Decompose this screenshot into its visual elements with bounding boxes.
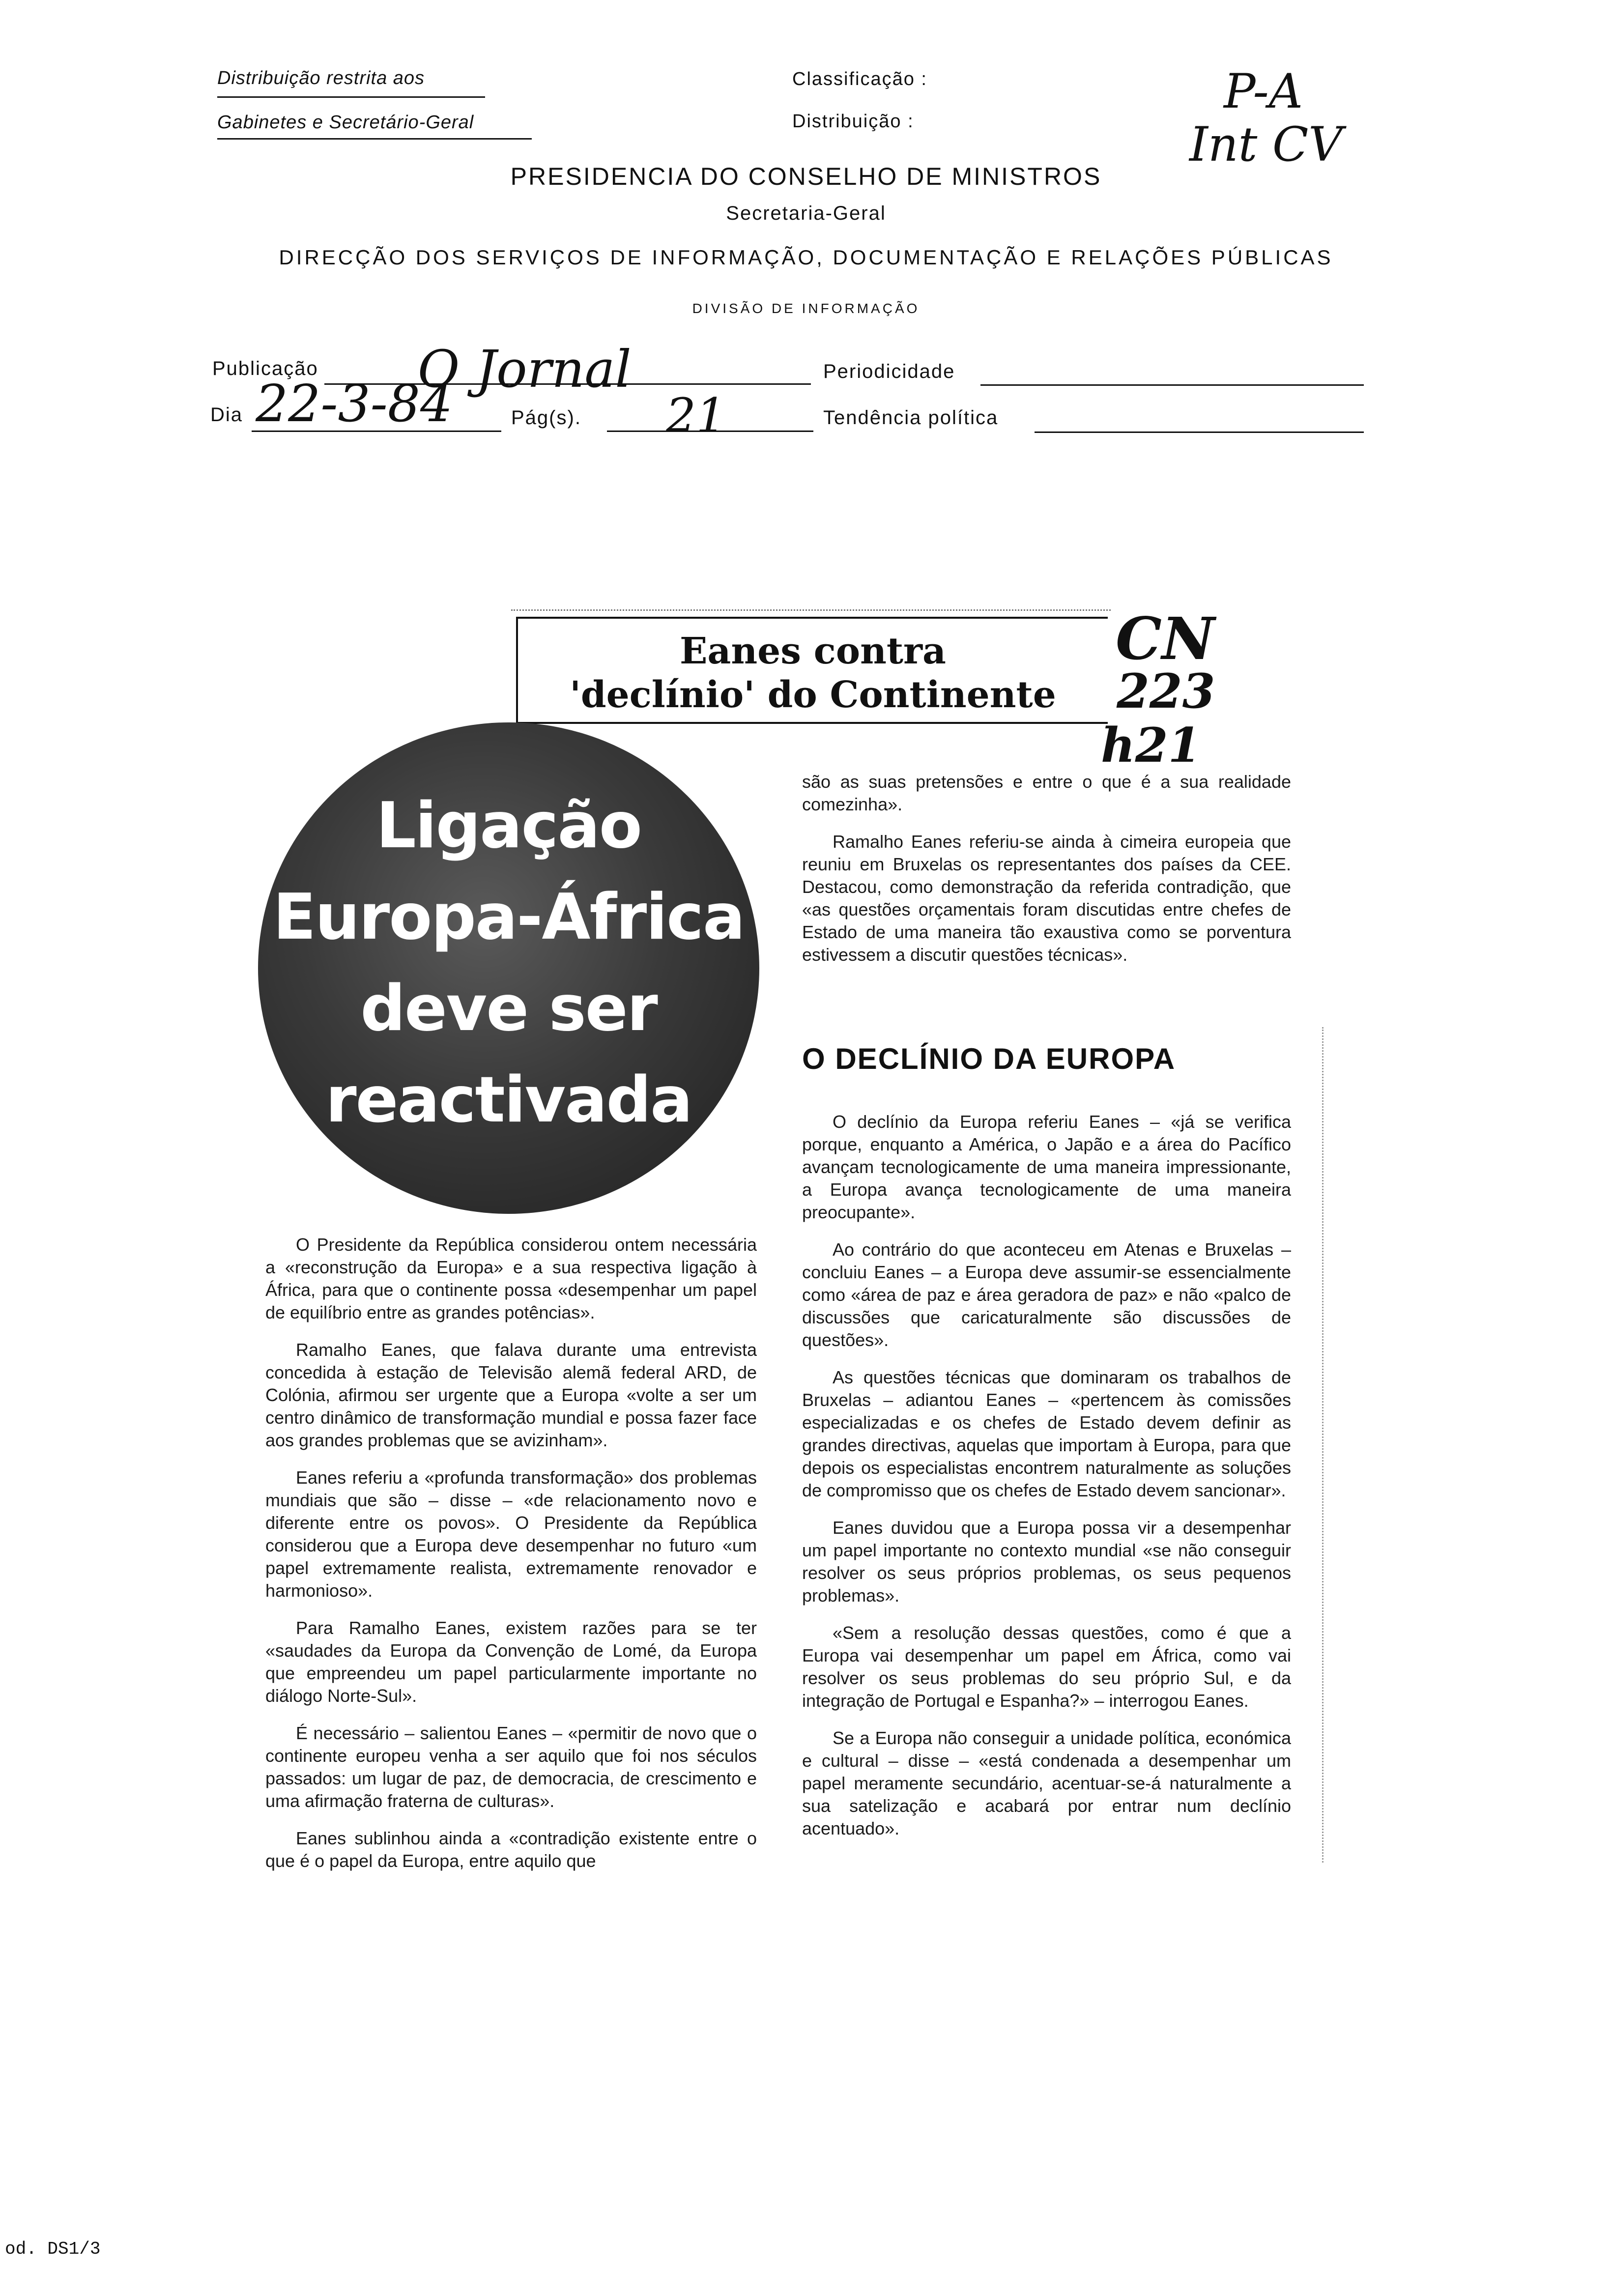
subheading: O DECLÍNIO DA EUROPA	[802, 1042, 1176, 1075]
restriction-underline	[217, 96, 485, 98]
periodicidade-label: Periodicidade	[823, 361, 955, 382]
org-title: PRESIDENCIA DO CONSELHO DE MINISTROS	[510, 163, 1102, 190]
clipping-edge	[511, 609, 1111, 617]
article-right-column-bottom	[802, 1111, 1291, 1855]
article-paragraph: Eanes referiu a «profunda transformação» dos problemas mundiais que são – disse – «de relacionamento novo e diferente entre os povos». O Presidente da República considerou que a Europa deve desempenhar no futuro «um papel extremamente realista, extremamente renovador e harmonioso».	[265, 1467, 757, 1601]
pags-handwritten: 21	[666, 388, 726, 443]
division-title: DIVISÃO DE INFORMAÇÃO	[692, 301, 920, 316]
restriction-line-1: Distribuição restrita aos	[217, 68, 425, 88]
org-subtitle: Secretaria-Geral	[726, 202, 886, 224]
handwritten-note-top-1: P-A	[1224, 64, 1303, 119]
publicacao-label: Publicação	[212, 358, 318, 379]
article-paragraph: Ramalho Eanes referiu-se ainda à cimeira europeia que reuniu em Bruxelas os representantes dos países da CEE. Destacou, como demonstração da referida contradição, que «as questões orçamentais foram discutidas entre chefes de Estado de uma maneira tão exaustiva como se porventura estivessem a discutir questões técnicas».	[802, 832, 1291, 965]
tendencia-label: Tendência política	[823, 407, 999, 429]
article-paragraph: Ao contrário do que aconteceu em Atenas e Bruxelas – concluiu Eanes – a Europa deve assumir-se essencialmente como «área de paz e área geradora de paz» e não «palco de discussões que caricaturalmente são discussões de questões».	[802, 1239, 1291, 1350]
headline-disc	[258, 722, 759, 1214]
form-code: od. DS1/3	[5, 2239, 101, 2259]
direction-title: DIRECÇÃO DOS SERVIÇOS DE INFORMAÇÃO, DOCUMENTAÇÃO E RELAÇÕES PÚBLICAS	[279, 246, 1333, 269]
article-paragraph: Se a Europa não conseguir a unidade política, económica e cultural – disse – «está condenada a desempenhar um papel meramente secundário, acentuar-se-á naturalmente a sua satelização e acabará por entrar num declínio acentuado».	[802, 1728, 1291, 1838]
kicker-line-1: Eanes contra	[680, 630, 946, 672]
article-paragraph: O Presidente da República considerou ontem necessária a «reconstrução da Europa» e a sua respectiva ligação à África, para que o continente possa «desempenhar um papel de equilíbrio entre as grandes potências».	[265, 1234, 757, 1322]
handwritten-ref-3: h21	[1101, 718, 1201, 773]
headline-line-2: Europa-África	[273, 881, 745, 954]
headline-line-4: reactivada	[325, 1063, 692, 1137]
distribuicao-label: Distribuição :	[792, 111, 914, 132]
handwritten-ref-2: 223	[1117, 663, 1215, 719]
headline-line-1: Ligação	[376, 789, 641, 862]
handwritten-note-top-2: Int CV	[1189, 117, 1343, 172]
pags-label: Pág(s).	[511, 407, 581, 429]
article-paragraph: «Sem a resolução dessas questões, como é que a Europa vai desempenhar um papel em África, como vai resolver os seus problemas do seu próprio Sul, e da integração de Portugal e Espanha?» – interrogou Eanes.	[802, 1623, 1291, 1711]
kicker-line-2: 'declínio' do Continente	[570, 674, 1056, 716]
article-paragraph: Para Ramalho Eanes, existem razões para se ter «saudades da Europa da Convenção de Lomé, da Europa que empreendeu um papel particularmente importante no diálogo Norte-Sul».	[265, 1618, 757, 1706]
article-right-column-top	[802, 771, 1291, 981]
article-paragraph: É necessário – salientou Eanes – «permitir de novo que o continente europeu venha a ser aquilo que foi nos séculos passados: um lugar de paz, de democracia, de crescimento e uma afirmação fraterna de culturas».	[265, 1723, 757, 1811]
tendencia-line	[1035, 431, 1364, 433]
headline-line-3: deve ser	[360, 972, 657, 1045]
dia-label: Dia	[210, 404, 243, 426]
clipping-edge-right	[1322, 1027, 1325, 1863]
headline	[258, 722, 759, 1214]
periodicidade-line	[980, 384, 1364, 386]
dia-handwritten: 22-3-84	[256, 373, 453, 433]
kicker-box	[516, 617, 1108, 724]
article-paragraph: são as suas pretensões e entre o que é a sua realidade comezinha».	[802, 772, 1291, 814]
handwritten-ref-1: CN	[1116, 604, 1215, 673]
article-paragraph: Eanes duvidou que a Europa possa vir a desempenhar um papel importante no contexto mundial «se não conseguir resolver os seus próprios problemas, os seus pequenos problemas».	[802, 1518, 1291, 1606]
article-paragraph: Eanes sublinhou ainda a «contradição existente entre o que é o papel da Europa, entre aquilo que	[265, 1828, 757, 1871]
classificacao-label: Classificação :	[792, 69, 927, 89]
restriction-line-2: Gabinetes e Secretário-Geral	[217, 112, 532, 140]
article-paragraph: Ramalho Eanes, que falava durante uma entrevista concedida à estação de Televisão alemã federal ARD, de Colónia, afirmou ser urgente que a Europa «volte a ser um centro dinâmico de transformação mundial e possa fazer face aos grandes problemas que se avizinham».	[265, 1340, 757, 1450]
article-paragraph: O declínio da Europa referiu Eanes – «já se verifica porque, enquanto a América, o Japão e a área do Pacífico avançam tecnologicamente de uma maneira impressionante, a Europa avança tecnologicamente de uma maneira preocupante».	[802, 1112, 1291, 1222]
article-paragraph: As questões técnicas que dominaram os trabalhos de Bruxelas – adiantou Eanes – «pertencem às comissões especializadas e os chefes de Estado devem definir as grandes directivas, aquelas que importam à Europa, para que depois os especialistas encontrem naturalmente as soluções de compromisso que os chefes de Estado devem sancionar».	[802, 1367, 1291, 1500]
publicacao-handwritten: O Jornal	[418, 339, 632, 399]
article-left-column	[265, 1234, 757, 1887]
